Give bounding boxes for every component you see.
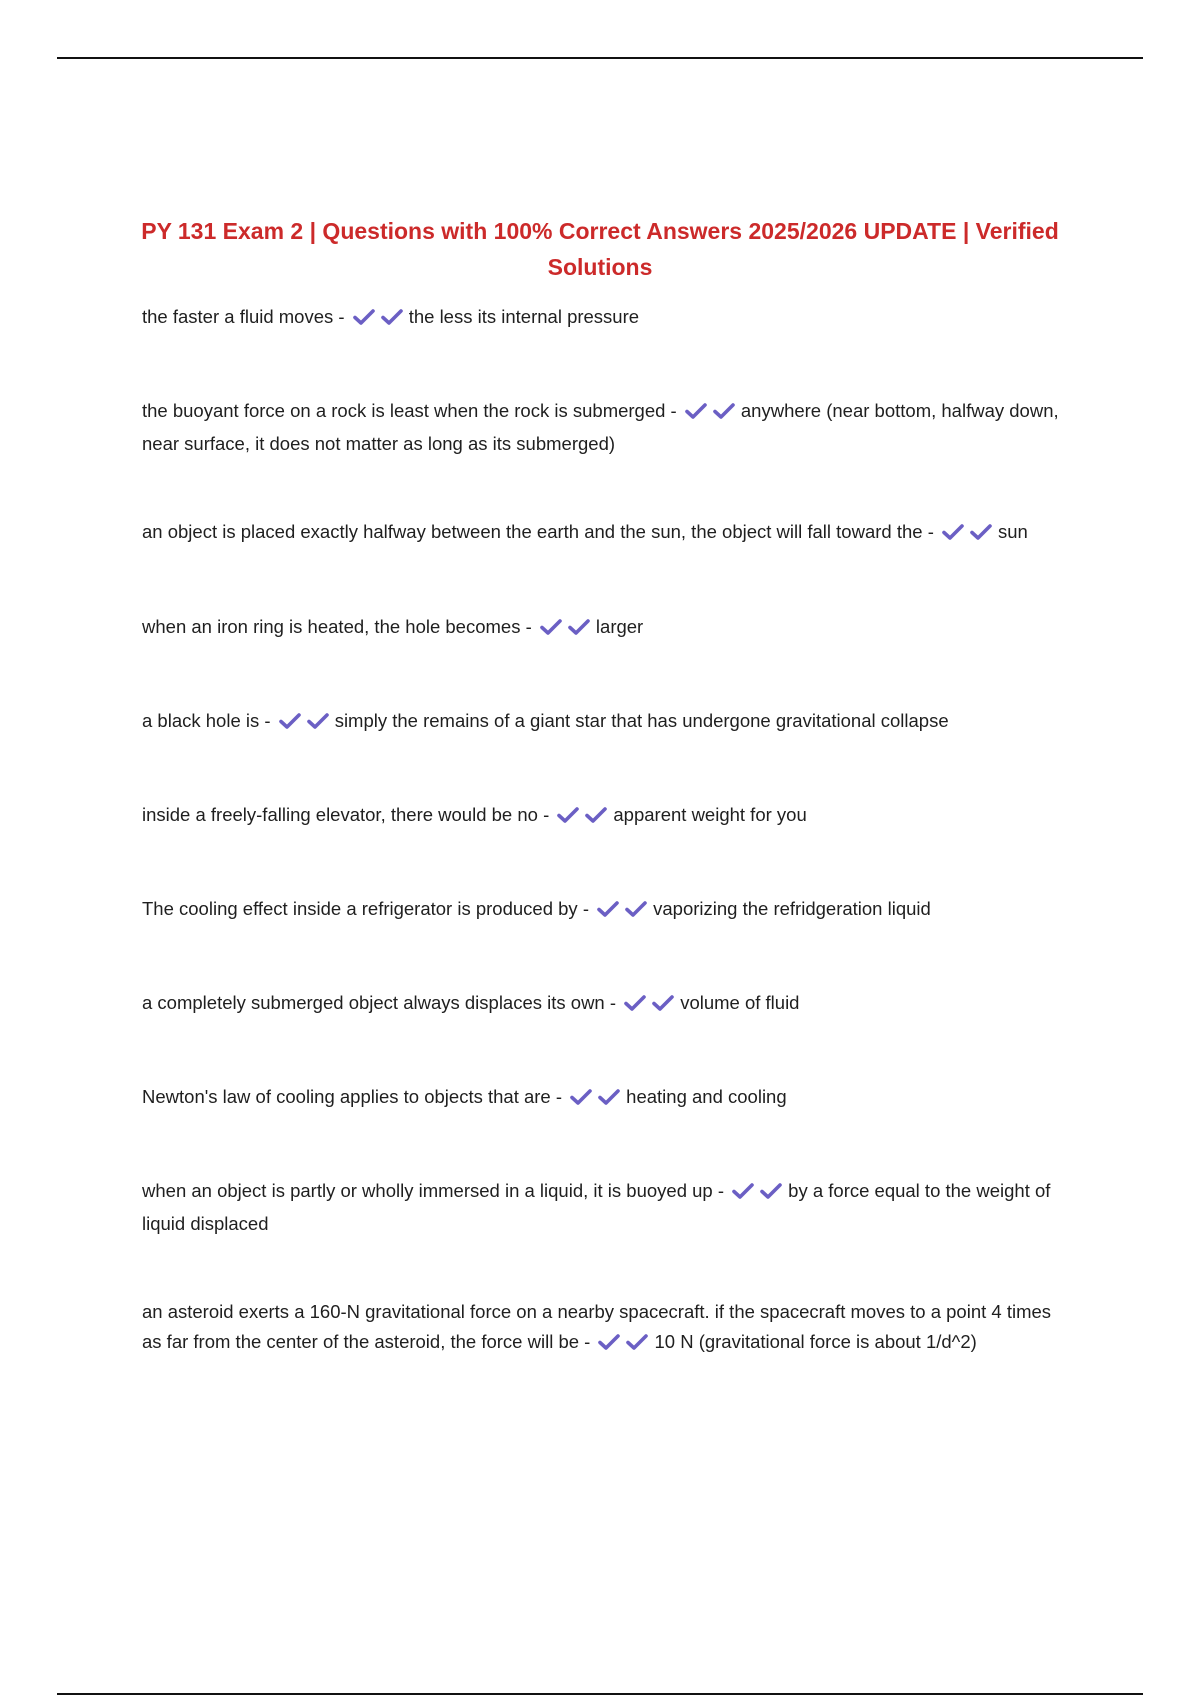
question-text: Newton's law of cooling applies to objects that are: [142, 1086, 551, 1107]
answer-text: the less its internal pressure: [408, 306, 640, 327]
check-icon: [597, 1088, 621, 1106]
double-check-icon: [569, 1085, 625, 1115]
check-icon: [597, 1333, 621, 1351]
qa-item: [142, 517, 1062, 550]
separator: -: [579, 1331, 596, 1352]
double-check-icon: [352, 305, 408, 335]
check-icon: [651, 994, 675, 1012]
double-check-icon: [597, 1330, 653, 1360]
check-icon: [567, 618, 591, 636]
answer-text: larger: [595, 616, 644, 637]
answer-text: heating and cooling: [626, 1086, 787, 1107]
separator: -: [712, 1180, 730, 1201]
check-icon: [625, 1333, 649, 1351]
separator: -: [520, 616, 537, 637]
double-check-icon: [539, 615, 595, 645]
answer-text: volume of fluid: [680, 992, 800, 1013]
separator: -: [604, 992, 622, 1013]
double-check-icon: [623, 991, 679, 1021]
check-icon: [539, 618, 563, 636]
top-rule: [57, 57, 1143, 59]
separator: -: [922, 521, 940, 542]
check-icon: [556, 806, 580, 824]
check-icon: [941, 523, 965, 541]
question-text: when an iron ring is heated, the hole becomes: [142, 616, 521, 637]
answer-text: vaporizing the refridgeration liquid: [653, 898, 931, 919]
question-text: an object is placed exactly halfway between the earth and the sun, the object will fall toward the: [142, 521, 923, 542]
answer-text: sun: [998, 521, 1028, 542]
check-icon: [623, 994, 647, 1012]
document-title: PY 131 Exam 2 | Questions with 100% Correct Answers 2025/2026 UPDATE | Verified Solutions: [141, 218, 1059, 280]
separator: -: [550, 1086, 568, 1107]
separator: -: [537, 804, 555, 825]
qa-item: [142, 1297, 1062, 1360]
separator: -: [665, 400, 682, 421]
answer-text: apparent weight for you: [613, 804, 807, 825]
qa-item: [142, 988, 1062, 1021]
double-check-icon: [941, 520, 997, 550]
question-text: an asteroid exerts a 160-N gravitational force on a nearby spacecraft. if the spacecraft moves to a point 4 times as far from the center of the asteroid, the force will be: [142, 1301, 1052, 1352]
qa-item: [142, 1176, 1062, 1239]
check-icon: [731, 1182, 755, 1200]
check-icon: [380, 308, 404, 326]
check-icon: [278, 712, 302, 730]
answer-text: simply the remains of a giant star that has undergone gravitational collapse: [334, 710, 949, 731]
qa-item: [142, 302, 1062, 335]
qa-item: [142, 396, 1062, 459]
answer-text: anywhere (near bottom, halfway down, near surface, it does not matter as long as its submerged): [142, 400, 1059, 454]
double-check-icon: [731, 1179, 787, 1209]
check-icon: [352, 308, 376, 326]
qa-list: [142, 302, 1062, 1360]
check-icon: [624, 900, 648, 918]
check-icon: [584, 806, 608, 824]
answer-text: by a force equal to the weight of liquid displaced: [142, 1180, 1051, 1234]
qa-item: [142, 1082, 1062, 1115]
answer-text: 10 N (gravitational force is about 1/d^2): [654, 1331, 977, 1352]
question-text: a completely submerged object always displaces its own: [142, 992, 605, 1013]
qa-item: [142, 800, 1062, 833]
qa-item: [142, 706, 1062, 739]
qa-item: [142, 612, 1062, 645]
check-icon: [306, 712, 330, 730]
question-text: when an object is partly or wholly immersed in a liquid, it is buoyed up: [142, 1180, 713, 1201]
bottom-rule: [57, 1693, 1143, 1695]
check-icon: [596, 900, 620, 918]
double-check-icon: [556, 803, 612, 833]
check-icon: [684, 402, 708, 420]
check-icon: [569, 1088, 593, 1106]
double-check-icon: [278, 709, 334, 739]
separator: -: [333, 306, 350, 327]
question-text: inside a freely-falling elevator, there would be no: [142, 804, 538, 825]
double-check-icon: [596, 897, 652, 927]
question-text: a black hole is: [142, 710, 260, 731]
question-text: the faster a fluid moves: [142, 306, 334, 327]
separator: -: [577, 898, 595, 919]
question-text: The cooling effect inside a refrigerator is produced by: [142, 898, 578, 919]
check-icon: [969, 523, 993, 541]
question-text: the buoyant force on a rock is least when the rock is submerged: [142, 400, 666, 421]
double-check-icon: [684, 399, 740, 429]
check-icon: [759, 1182, 783, 1200]
check-icon: [712, 402, 736, 420]
separator: -: [259, 710, 276, 731]
qa-item: [142, 894, 1062, 927]
